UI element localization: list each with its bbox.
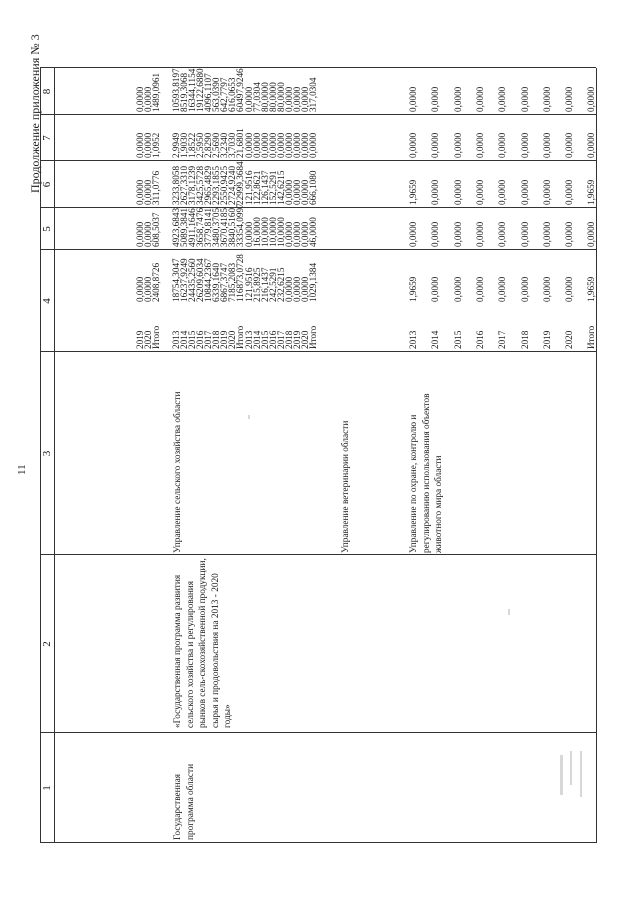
value-cell: 0,0000 xyxy=(300,179,311,205)
value-cell: 21,6801 xyxy=(235,128,246,158)
value-cell: 3779,8141 xyxy=(203,207,214,247)
year-cell: 2015 xyxy=(187,330,198,349)
fauna-value-cell: 0,0000 xyxy=(474,276,485,302)
value-cell: 0,0000 xyxy=(143,132,154,158)
vet-col6 xyxy=(245,171,317,205)
fauna-value-cell: 0,0000 xyxy=(497,179,508,205)
agri-col4 xyxy=(172,254,244,302)
fauna-value-cell: 0,0000 xyxy=(430,86,441,112)
year-cell: 2014 xyxy=(252,330,263,349)
value-cell: 46,0000 xyxy=(308,217,319,247)
fauna-year-cell: 2013 xyxy=(408,330,418,349)
value-cell: 311,0776 xyxy=(151,170,162,205)
value-cell: 6867,3747 xyxy=(219,262,230,302)
fauna-value-cell: 0,0000 xyxy=(519,86,530,112)
year-cell: Итого xyxy=(235,325,246,349)
fauna-value-cell: 0,0000 xyxy=(564,179,575,205)
year-cell: 2019 xyxy=(219,330,230,349)
value-cell: 3178,1239 xyxy=(187,165,198,205)
agri-col7 xyxy=(172,128,244,158)
agri-col6 xyxy=(172,161,244,205)
value-cell: 126,1437 xyxy=(260,170,271,205)
year-cell: 2013 xyxy=(244,330,254,349)
header-col-7: 7 xyxy=(41,135,53,141)
fauna-value-cell: 0,0000 xyxy=(497,221,508,247)
value-cell: 0,0000 xyxy=(244,221,254,247)
value-cell: 80,0000 xyxy=(276,82,287,112)
value-cell: 3658,7476 xyxy=(195,207,206,247)
value-cell: 0,0000 xyxy=(284,132,295,158)
value-cell: 2,5950 xyxy=(195,132,206,158)
vet-col4 xyxy=(245,263,317,302)
fauna-value-cell: 0,0000 xyxy=(541,276,552,302)
vet-col8 xyxy=(245,78,317,112)
fauna-year-cell: 2018 xyxy=(519,330,530,349)
value-cell: 1029,1384 xyxy=(308,262,319,302)
value-cell: 80,0000 xyxy=(268,82,279,112)
value-cell: 0,0000 xyxy=(268,132,279,158)
fauna-value-cell: 0,0000 xyxy=(474,221,485,247)
fauna-value-cell: 0,0000 xyxy=(408,221,418,247)
value-cell: 121,9516 xyxy=(244,170,254,205)
agri-years xyxy=(172,311,244,349)
value-cell: 0,0000 xyxy=(300,86,311,112)
value-cell: 232,6215 xyxy=(276,267,287,302)
year-cell: 2017 xyxy=(203,330,214,349)
value-cell: 142,6215 xyxy=(276,170,287,205)
value-cell: 3233,8058 xyxy=(171,165,181,205)
value-cell: 4923,6843 xyxy=(171,207,181,247)
value-cell: 0,0000 xyxy=(244,86,254,112)
top-block-col8 xyxy=(136,73,160,112)
top-block-years xyxy=(136,311,160,349)
top-block-col4 xyxy=(136,263,160,302)
value-cell: 4911,1646 xyxy=(187,208,198,247)
fauna-value-cell: 1,9659 xyxy=(408,179,418,205)
fauna-value-cell: 1,9659 xyxy=(586,276,597,302)
col-border xyxy=(40,207,596,208)
value-cell: 33354,0997 xyxy=(235,203,246,247)
vet-col5 xyxy=(245,217,317,247)
value-cell: 1,9030 xyxy=(179,132,190,158)
value-cell: 0,0000 xyxy=(276,132,287,158)
fauna-year-cell: Итого xyxy=(586,325,597,349)
executor-fauna: Управление по охране, контролю и регулированию использования объектов животного мира области xyxy=(409,393,445,553)
col-border xyxy=(40,67,596,68)
value-cell: 0,0000 xyxy=(292,276,303,302)
header-col-6: 6 xyxy=(41,181,53,188)
fauna-value-cell: 0,0000 xyxy=(519,276,530,302)
top-block-col6 xyxy=(136,171,160,205)
value-cell: 0,0000 xyxy=(252,132,263,158)
value-cell: 60497,9246 xyxy=(235,68,246,112)
fauna-value-cell: 0,0000 xyxy=(452,276,463,302)
fauna-value-cell: 0,0000 xyxy=(430,179,441,205)
value-cell: 216,1437 xyxy=(260,267,271,302)
value-cell: 0,0000 xyxy=(143,179,154,205)
value-cell: 3480,3705 xyxy=(211,207,222,247)
value-cell: 0,0000 xyxy=(143,276,154,302)
col-border xyxy=(40,351,596,352)
value-cell: 2,8290 xyxy=(203,132,214,158)
executor-agriculture: Управление сельского хозяйства области xyxy=(173,391,183,553)
value-cell: 3840,5160 xyxy=(227,207,238,247)
value-cell: 4096,1107 xyxy=(203,73,214,112)
fauna-year-cell: 2020 xyxy=(564,330,575,349)
value-cell: 317,0304 xyxy=(308,77,319,112)
fauna-value-cell: 0,0000 xyxy=(541,86,552,112)
fauna-value-cell: 0,0000 xyxy=(586,86,597,112)
value-cell: 77,0304 xyxy=(252,82,263,112)
col-border xyxy=(40,249,596,250)
year-cell: 2016 xyxy=(268,330,279,349)
header-col-8: 8 xyxy=(41,88,53,95)
value-cell: 0,0000 xyxy=(143,221,154,247)
value-cell: 26209,6034 xyxy=(195,258,206,302)
year-cell: 2019 xyxy=(135,330,145,349)
header-col-1: 1 xyxy=(41,785,53,791)
col-border xyxy=(40,160,596,161)
value-cell: 0,0000 xyxy=(292,86,303,112)
value-cell: 2965,4829 xyxy=(203,165,214,205)
appendix-caption: Продолжение приложения № 3 xyxy=(28,34,42,193)
top-block-col7 xyxy=(136,133,160,158)
fauna-year-cell: 2014 xyxy=(430,330,441,349)
value-cell: 10,0000 xyxy=(268,217,279,247)
value-cell: 6339,1640 xyxy=(211,262,222,302)
value-cell: 18754,3047 xyxy=(171,258,181,302)
value-cell: 10,0000 xyxy=(260,217,271,247)
value-cell: 0,0000 xyxy=(284,276,295,302)
fauna-value-cell: 0,0000 xyxy=(430,221,441,247)
col-border xyxy=(40,842,596,843)
year-cell: 2020 xyxy=(143,330,154,349)
fauna-value-cell: 0,0000 xyxy=(564,132,575,158)
year-cell: 2015 xyxy=(260,330,271,349)
value-cell: 0,0000 xyxy=(292,132,303,158)
fauna-value-cell: 0,0000 xyxy=(452,179,463,205)
fauna-year-cell: 2015 xyxy=(452,330,463,349)
fauna-value-cell: 1,9659 xyxy=(586,179,597,205)
fauna-value-cell: 0,0000 xyxy=(541,179,552,205)
fauna-value-cell: 0,0000 xyxy=(497,132,508,158)
header-col-2: 2 xyxy=(41,641,53,647)
fauna-value-cell: 0,0000 xyxy=(586,221,597,247)
value-cell: 0,0000 xyxy=(135,179,145,205)
table-header-border xyxy=(54,68,55,843)
value-cell: 10844,2367 xyxy=(203,258,214,302)
value-cell: 22999,3684 xyxy=(235,161,246,205)
agri-col5 xyxy=(172,203,244,247)
value-cell: 2293,1855 xyxy=(211,165,222,205)
fauna-value-cell: 0,0000 xyxy=(519,221,530,247)
value-cell: 0,0000 xyxy=(284,221,295,247)
fauna-value-cell: 0,0000 xyxy=(586,132,597,158)
fauna-value-cell: 0,0000 xyxy=(564,221,575,247)
fauna-value-cell: 0,0000 xyxy=(474,86,485,112)
value-cell: 16,0000 xyxy=(252,217,263,247)
value-cell: 10,0000 xyxy=(276,217,287,247)
scan-smudge xyxy=(560,755,563,795)
fauna-value-cell: 0,0000 xyxy=(541,132,552,158)
year-cell: 2018 xyxy=(211,330,222,349)
fauna-year-cell: 2016 xyxy=(474,330,485,349)
value-cell: 0,0000 xyxy=(135,86,145,112)
year-cell: 2014 xyxy=(179,330,190,349)
value-cell: 608,5037 xyxy=(151,212,162,247)
value-cell: 0,0000 xyxy=(300,132,311,158)
page-number: 11 xyxy=(16,464,28,475)
fauna-value-cell: 0,0000 xyxy=(430,132,441,158)
year-cell: 2016 xyxy=(195,330,206,349)
value-cell: 80,0000 xyxy=(260,82,271,112)
executor-veterinary: Управление ветеринарии области xyxy=(341,420,351,553)
scan-smudge xyxy=(580,751,582,797)
header-col-3: 3 xyxy=(41,450,53,457)
value-cell: 0,0000 xyxy=(292,179,303,205)
col-border xyxy=(40,114,596,115)
value-cell: 10593,8197 xyxy=(171,68,181,112)
fauna-value-cell: 0,0000 xyxy=(519,179,530,205)
value-cell: 7185,2083 xyxy=(227,262,238,302)
year-cell: Итого xyxy=(308,325,319,349)
fauna-value-cell: 0,0000 xyxy=(452,132,463,158)
value-cell: 0,0000 xyxy=(300,221,311,247)
top-block-col5 xyxy=(136,213,160,247)
value-cell: 1,8522 xyxy=(187,132,198,158)
fauna-value-cell: 0,0000 xyxy=(564,86,575,112)
value-cell: 8519,3068 xyxy=(179,72,190,112)
fauna-value-cell: 0,0000 xyxy=(408,86,418,112)
year-cell: 2018 xyxy=(284,330,295,349)
value-cell: 2724,9240 xyxy=(227,165,238,205)
value-cell: 2408,8726 xyxy=(151,262,162,302)
value-cell: 0,0000 xyxy=(284,179,295,205)
value-cell: 242,5291 xyxy=(268,267,279,302)
fauna-value-cell: 0,0000 xyxy=(519,132,530,158)
value-cell: 616,0653 xyxy=(227,77,238,112)
value-cell: 116873,0728 xyxy=(235,254,246,302)
value-cell: 0,0000 xyxy=(292,221,303,247)
value-cell: 0,0000 xyxy=(135,276,145,302)
value-cell: 0,0000 xyxy=(143,86,154,112)
value-cell: 5089,3841 xyxy=(179,207,190,247)
agri-col8 xyxy=(172,68,244,112)
value-cell: 0,0000 xyxy=(284,86,295,112)
header-col-4: 4 xyxy=(41,298,53,304)
scan-dot xyxy=(248,415,250,419)
year-cell: 2019 xyxy=(292,330,303,349)
value-cell: 121,9516 xyxy=(244,267,254,302)
vet-col7 xyxy=(245,133,317,158)
value-cell: 16344,1154 xyxy=(187,68,198,112)
value-cell: 2627,3310 xyxy=(179,165,190,205)
fauna-value-cell: 0,0000 xyxy=(430,276,441,302)
fauna-value-cell: 0,0000 xyxy=(497,86,508,112)
value-cell: 666,1080 xyxy=(308,170,319,205)
fauna-value-cell: 0,0000 xyxy=(408,132,418,158)
fauna-year-cell: 2019 xyxy=(541,330,552,349)
value-cell: 0,0000 xyxy=(135,132,145,158)
value-cell: 19122,6880 xyxy=(195,68,206,112)
value-cell: 0,0000 xyxy=(300,276,311,302)
value-cell: 2,9949 xyxy=(171,132,181,158)
fauna-value-cell: 0,0000 xyxy=(474,132,485,158)
fauna-value-cell: 0,0000 xyxy=(474,179,485,205)
program-type: Государственная программа области xyxy=(173,763,196,840)
value-cell: 3425,5728 xyxy=(195,165,206,205)
vet-years xyxy=(245,311,317,349)
value-cell: 2550,9425 xyxy=(219,165,230,205)
year-cell: 2020 xyxy=(300,330,311,349)
value-cell: 24435,2560 xyxy=(187,258,198,302)
fauna-value-cell: 0,0000 xyxy=(564,276,575,302)
value-cell: 16237,9249 xyxy=(179,258,190,302)
value-cell: 122,8621 xyxy=(252,170,263,205)
scan-dot xyxy=(508,609,510,615)
scan-smudge xyxy=(570,751,572,785)
value-cell: 0,0000 xyxy=(260,132,271,158)
value-cell: 3670,4185 xyxy=(219,207,230,247)
fauna-value-cell: 0,0000 xyxy=(452,86,463,112)
value-cell: 0,0000 xyxy=(135,221,145,247)
value-cell: 642,7797 xyxy=(219,77,230,112)
year-cell: 2020 xyxy=(227,330,238,349)
value-cell: 3,2340 xyxy=(219,132,230,158)
col-border xyxy=(40,732,596,733)
year-cell: 2017 xyxy=(276,330,287,349)
value-cell: 563,0390 xyxy=(211,77,222,112)
program-name: «Государственная программа развития сельского хозяйства и регулирования рынков сель-скохозяйственной продукции, сырья и продовольствия на 2013 - 2020 годы» xyxy=(173,558,234,728)
value-cell: 1,0952 xyxy=(151,132,162,158)
fauna-value-cell: 1,9659 xyxy=(408,276,418,302)
value-cell: 0,0000 xyxy=(308,132,319,158)
fauna-value-cell: 0,0000 xyxy=(452,221,463,247)
fauna-value-cell: 0,0000 xyxy=(497,276,508,302)
fauna-year-cell: 2017 xyxy=(497,330,508,349)
value-cell: 152,5291 xyxy=(268,170,279,205)
value-cell: 2,5690 xyxy=(211,132,222,158)
year-cell: Итого xyxy=(151,325,162,349)
header-col-5: 5 xyxy=(41,226,53,232)
value-cell: 0,0000 xyxy=(244,132,254,158)
fauna-value-cell: 0,0000 xyxy=(541,221,552,247)
value-cell: 3,7030 xyxy=(227,132,238,158)
col-border xyxy=(40,554,596,555)
value-cell: 215,8925 xyxy=(252,267,263,302)
year-cell: 2013 xyxy=(171,330,181,349)
value-cell: 1489,0961 xyxy=(151,72,162,112)
